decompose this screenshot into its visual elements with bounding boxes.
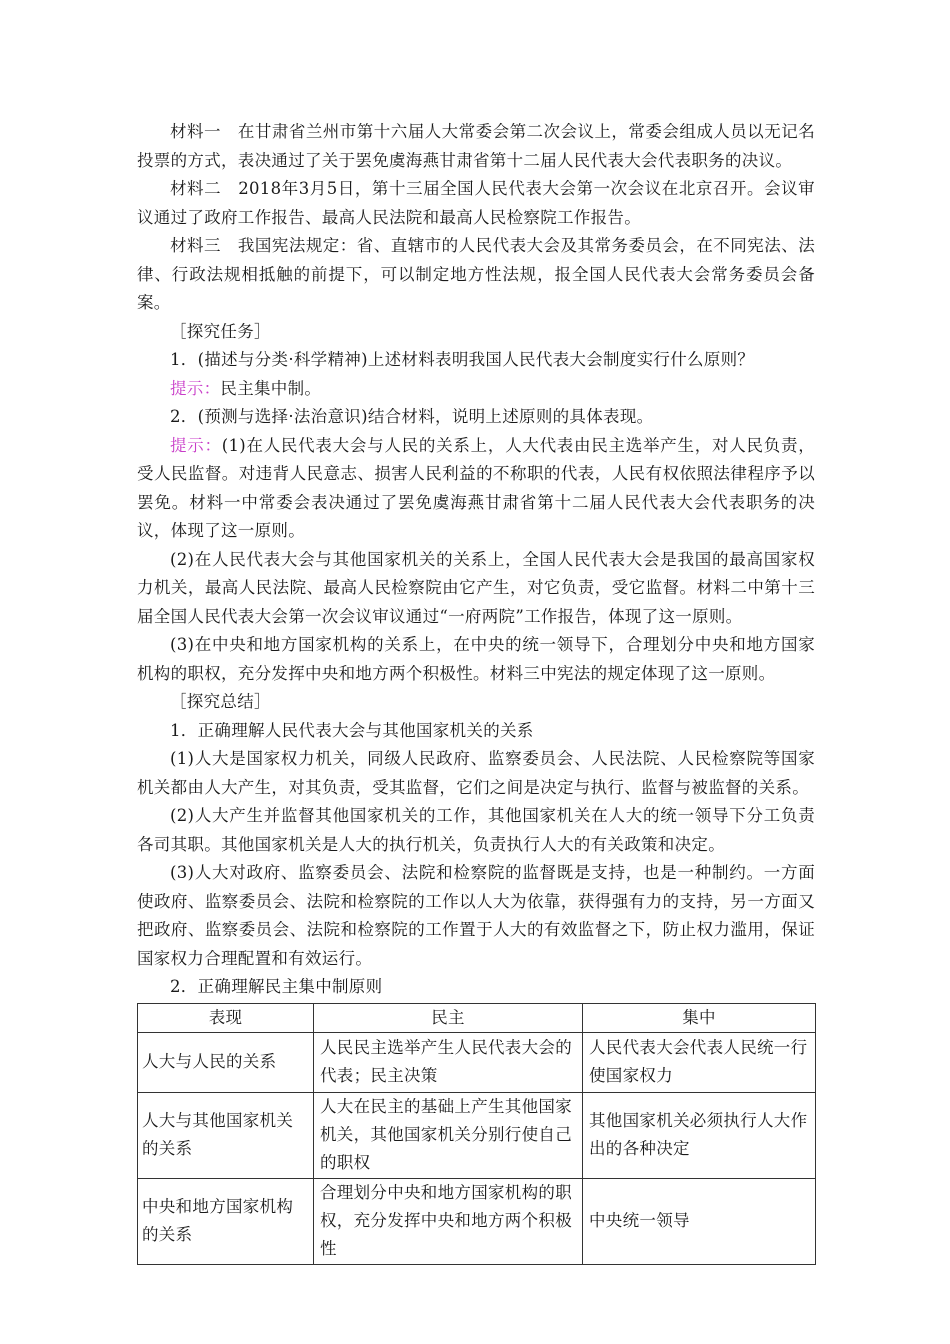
hint-1-text: 民主集中制。 (220, 378, 322, 398)
table-row (138, 1032, 816, 1092)
table-cell: 中央和地方国家机构的关系 (138, 1178, 314, 1264)
hint-2-text: (1)在人民代表大会与人民的关系上，人大代表由民主选举产生，对人民负责，受人民监督。对违背人民意志、损害人民利益的不称职的代表，人民有权依照法律程序予以罢免。材料一中常委会表决通过了罢免虞海燕甘肃省第十二届人民代表大会代表职务的决议，体现了这一原则。 (137, 435, 816, 540)
material-2-paragraph: 材料二 2018年3月5日，第十三届全国人民代表大会第一次会议在北京召开。会议审议通过了政府工作报告、最高人民法院和最高人民检察院工作报告。 (137, 179, 815, 227)
hint-2-point-2: (2)在人民代表大会与其他国家机关的关系上，全国人民代表大会是我国的最高国家权力机关，最高人民法院、最高人民检察院由它产生，对它负责，受它监督。材料二中第十三届全国人民代表大会第一次会议审议通过“一府两院”工作报告，体现了这一原则。 (137, 549, 815, 626)
hint-label: 提示： (170, 435, 222, 455)
question-2: 2．(预测与选择·法治意识)结合材料，说明上述原则的具体表现。 (170, 407, 654, 426)
table-header-cell: 表现 (138, 1003, 314, 1032)
explore-summary-heading: ［探究总结］ (170, 692, 271, 711)
table-header-cell: 集中 (583, 1003, 816, 1032)
table-cell: 合理划分中央和地方国家机构的职权，充分发挥中央和地方两个积极性 (314, 1178, 583, 1264)
table-cell: 人大与其他国家机关的关系 (138, 1092, 314, 1178)
table-cell: 人大在民主的基础上产生其他国家机关，其他国家机关分别行使自己的职权 (314, 1092, 583, 1178)
summary-1-point-2: (2)人大产生并监督其他国家机关的工作，其他国家机关在人大的统一领导下分工负责各司其职。其他国家机关是人大的执行机关，负责执行人大的有关政策和决定。 (137, 806, 815, 854)
table-header-cell: 民主 (314, 1003, 583, 1032)
hint-label: 提示： (170, 378, 221, 398)
table-cell: 中央统一领导 (583, 1178, 816, 1264)
hint-2-paragraph (137, 432, 815, 546)
hint-1-paragraph (137, 375, 815, 404)
table-cell: 人民代表大会代表人民统一行使国家权力 (583, 1032, 816, 1092)
question-1: 1．(描述与分类·科学精神)上述材料表明我国人民代表大会制度实行什么原则？ (170, 350, 755, 369)
summary-2-title: 2．正确理解民主集中制原则 (170, 977, 383, 996)
document-body (137, 118, 815, 1265)
material-3-paragraph: 材料三 我国宪法规定：省、直辖市的人民代表大会及其常务委员会，在不同宪法、法律、行政法规相抵触的前提下，可以制定地方性法规，报全国人民代表大会常务委员会备案。 (137, 236, 815, 312)
material-1-paragraph: 材料一 在甘肃省兰州市第十六届人大常委会第二次会议上，常委会组成人员以无记名投票的方式，表决通过了关于罢免虞海燕甘肃省第十二届人民代表大会代表职务的决议。 (137, 122, 815, 170)
table-row (138, 1178, 816, 1264)
table-cell: 人民民主选举产生人民代表大会的代表；民主决策 (314, 1032, 583, 1092)
summary-1-title: 1．正确理解人民代表大会与其他国家机关的关系 (170, 720, 534, 740)
summary-1-point-1: (1)人大是国家权力机关，同级人民政府、监察委员会、人民法院、人民检察院等国家机关都由人大产生，对其负责，受其监督，它们之间是决定与执行、监督与被监督的关系。 (137, 749, 815, 797)
explore-task-heading: ［探究任务］ (170, 321, 271, 341)
table-header-row (138, 1003, 816, 1032)
table-cell: 人大与人民的关系 (138, 1032, 314, 1092)
hint-2-point-3: (3)在中央和地方国家机构的关系上，在中央的统一领导下，合理划分中央和地方国家机构的职权，充分发挥中央和地方两个积极性。材料三中宪法的规定体现了这一原则。 (137, 635, 815, 683)
summary-1-point-3: (3)人大对政府、监察委员会、法院和检察院的监督既是支持，也是一种制约。一方面使政府、监察委员会、法院和检察院的工作以人大为依靠，获得强有力的支持，另一方面又把政府、监察委员会、法院和检察院的工作置于人大的有效监督之下，防止权力滥用，保证国家权力合理配置和有效运行。 (137, 863, 815, 968)
democratic-centralism-table (137, 1003, 816, 1265)
table-row (138, 1092, 816, 1178)
table-cell: 其他国家机关必须执行人大作出的各种决定 (583, 1092, 816, 1178)
